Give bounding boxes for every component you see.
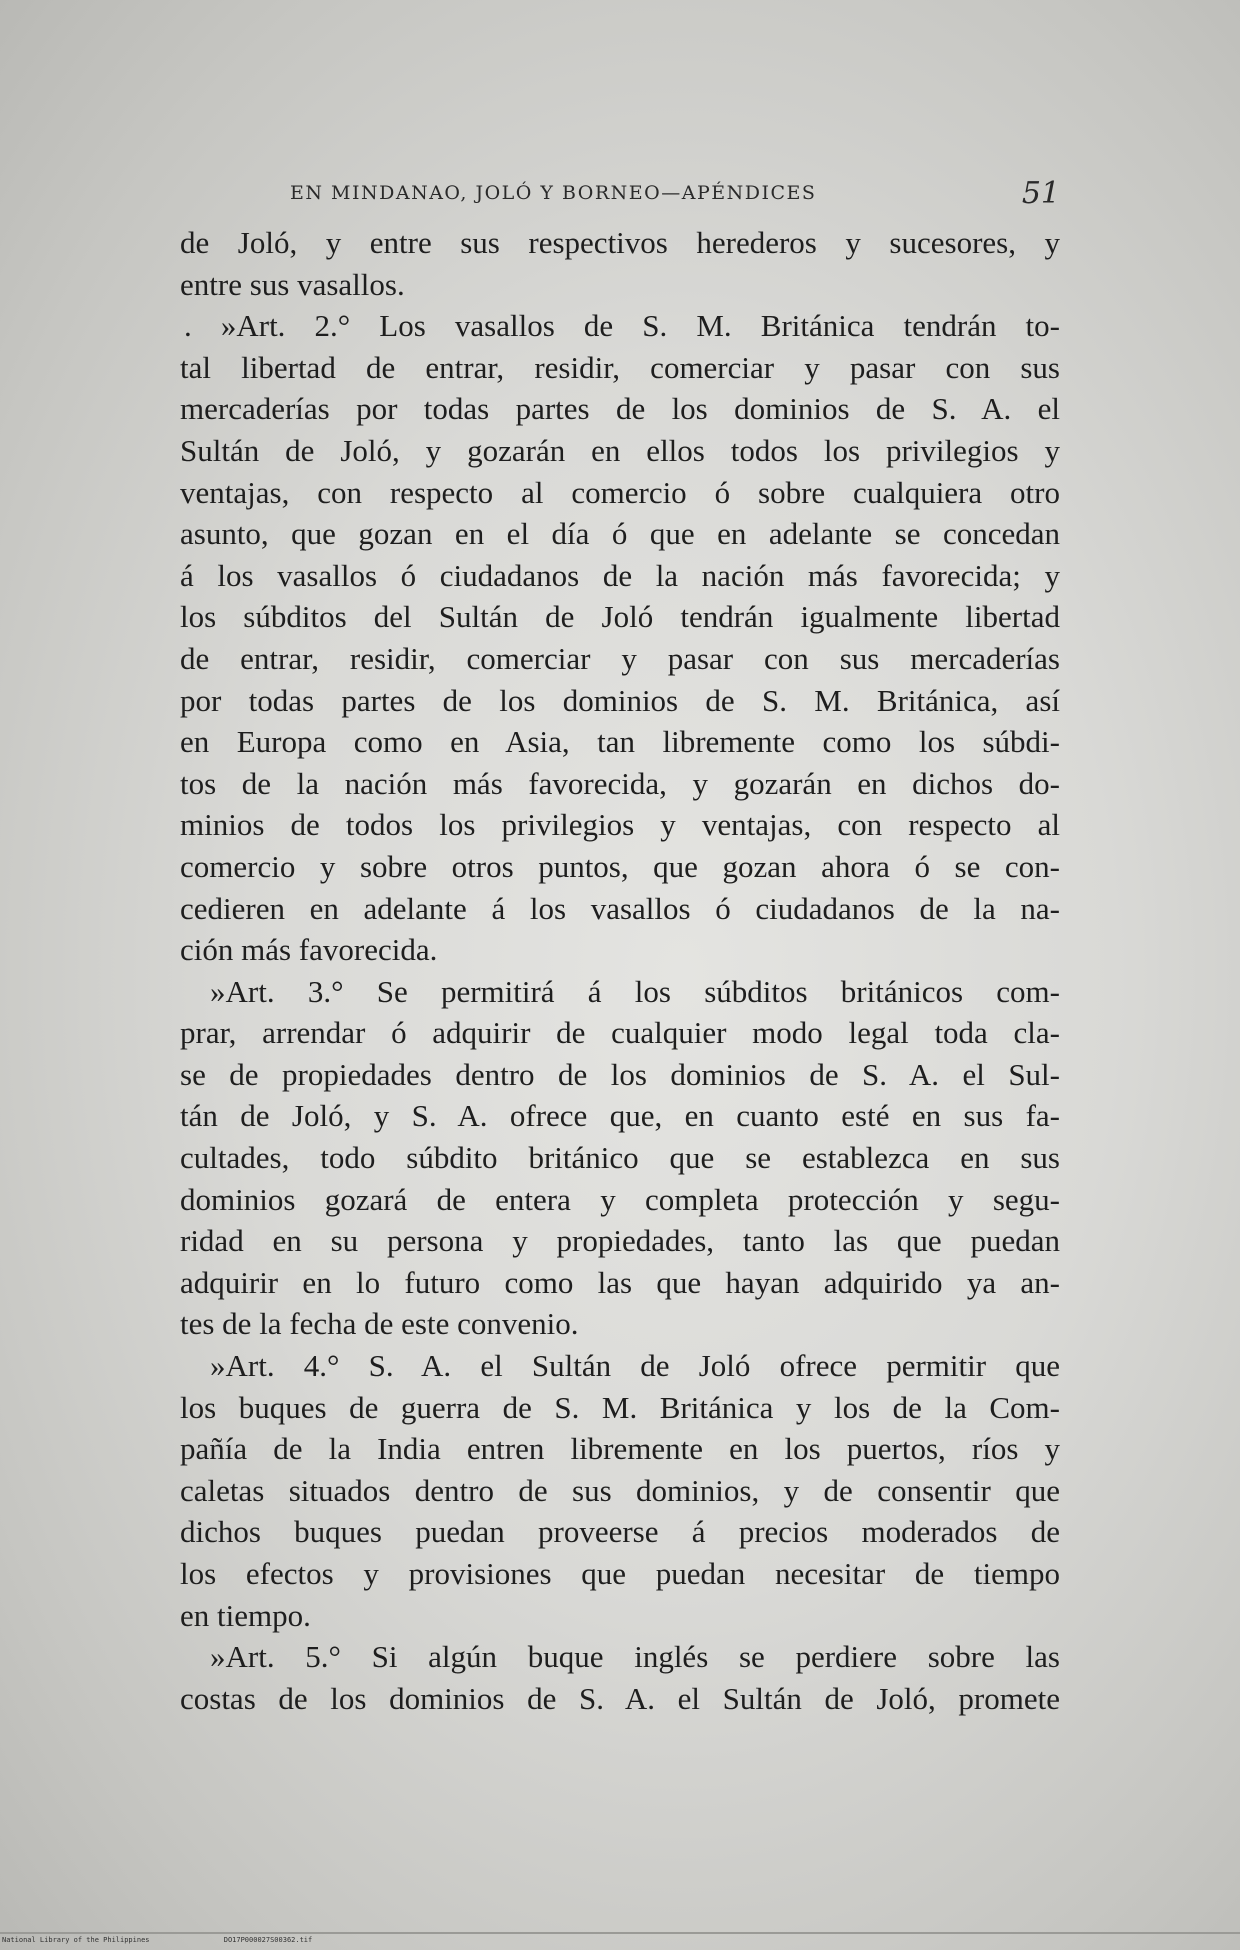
text-line: en Europa como en Asia, tan libremente como los súbdi- xyxy=(180,724,1060,760)
body-text xyxy=(180,222,1060,1719)
text-line: . »Art. 2.° Los vasallos de S. M. Británica tendrán to- xyxy=(184,308,1060,344)
text-line: adquirir en lo futuro como las que hayan adquirido ya an- xyxy=(180,1264,1060,1300)
text-line: »Art. 5.° Si algún buque inglés se perdiere sobre las xyxy=(210,1639,1060,1675)
library-credit: National Library of the Philippines xyxy=(2,1936,150,1944)
text-line: costas de los dominios de S. A. el Sultán de Joló, promete xyxy=(180,1680,1060,1716)
text-line: caletas situados dentro de sus dominios, y de consentir que xyxy=(180,1472,1060,1508)
text-line: tán de Joló, y S. A. ofrece que, en cuanto esté en sus fa- xyxy=(180,1098,1060,1134)
text-line: tal libertad de entrar, residir, comerciar y pasar con sus xyxy=(180,349,1060,385)
page-number: 51 xyxy=(1021,176,1060,211)
text-line: mercaderías por todas partes de los dominios de S. A. el xyxy=(180,391,1060,427)
text-line: tos de la nación más favorecida, y gozarán en dichos do- xyxy=(180,765,1060,801)
text-line: de entrar, residir, comerciar y pasar con sus mercaderías xyxy=(180,640,1060,676)
text-line: cedieren en adelante á los vasallos ó ciudadanos de la na- xyxy=(180,890,1060,926)
text-line: Sultán de Joló, y gozarán en ellos todos los privilegios y xyxy=(180,432,1060,468)
text-line: ventajas, con respecto al comercio ó sobre cualquiera otro xyxy=(180,474,1060,510)
text-line: en tiempo. xyxy=(180,1597,311,1633)
text-line: ción más favorecida. xyxy=(180,932,438,968)
text-line: comercio y sobre otros puntos, que gozan ahora ó se con- xyxy=(180,848,1060,884)
text-line: ridad en su persona y propiedades, tanto las que puedan xyxy=(180,1223,1060,1259)
text-line: »Art. 3.° Se permitirá á los súbditos británicos com- xyxy=(210,973,1060,1009)
text-line: los buques de guerra de S. M. Británica y los de la Com- xyxy=(180,1389,1060,1425)
scan-bottom-edge xyxy=(0,1932,1240,1934)
running-head: EN MINDANAO, JOLÓ Y BORNEO—APÉNDICES xyxy=(290,182,817,204)
text-line: cultades, todo súbdito británico que se establezca en sus xyxy=(180,1140,1060,1176)
text-line: asunto, que gozan en el día ó que en adelante se concedan xyxy=(180,516,1060,552)
text-line: tes de la fecha de este convenio. xyxy=(180,1306,579,1342)
text-line: »Art. 4.° S. A. el Sultán de Joló ofrece permitir que xyxy=(210,1348,1060,1384)
text-line: por todas partes de los dominios de S. M. Británica, así xyxy=(180,682,1060,718)
text-line: entre sus vasallos. xyxy=(180,266,405,302)
text-line: minios de todos los privilegios y ventajas, con respecto al xyxy=(180,807,1060,843)
text-line: se de propiedades dentro de los dominios de S. A. el Sul- xyxy=(180,1056,1060,1092)
scan-code: DO17P000027S00362.tif xyxy=(223,1936,313,1944)
text-line: á los vasallos ó ciudadanos de la nación más favorecida; y xyxy=(180,557,1060,593)
text-line: dominios gozará de entera y completa protección y segu- xyxy=(180,1181,1060,1217)
text-line: pañía de la India entren libremente en los puertos, ríos y xyxy=(180,1431,1060,1467)
text-line: los efectos y provisiones que puedan necesitar de tiempo xyxy=(180,1556,1060,1591)
text-line: los súbditos del Sultán de Joló tendrán igualmente libertad xyxy=(180,599,1060,635)
page-header xyxy=(180,176,1060,216)
text-line: de Joló, y entre sus respectivos herederos y sucesores, y xyxy=(180,225,1060,260)
text-line: prar, arrendar ó adquirir de cualquier modo legal toda cla- xyxy=(180,1015,1060,1051)
scan-footer xyxy=(2,1936,702,1948)
text-line: dichos buques puedan proveerse á precios moderados de xyxy=(180,1514,1060,1550)
